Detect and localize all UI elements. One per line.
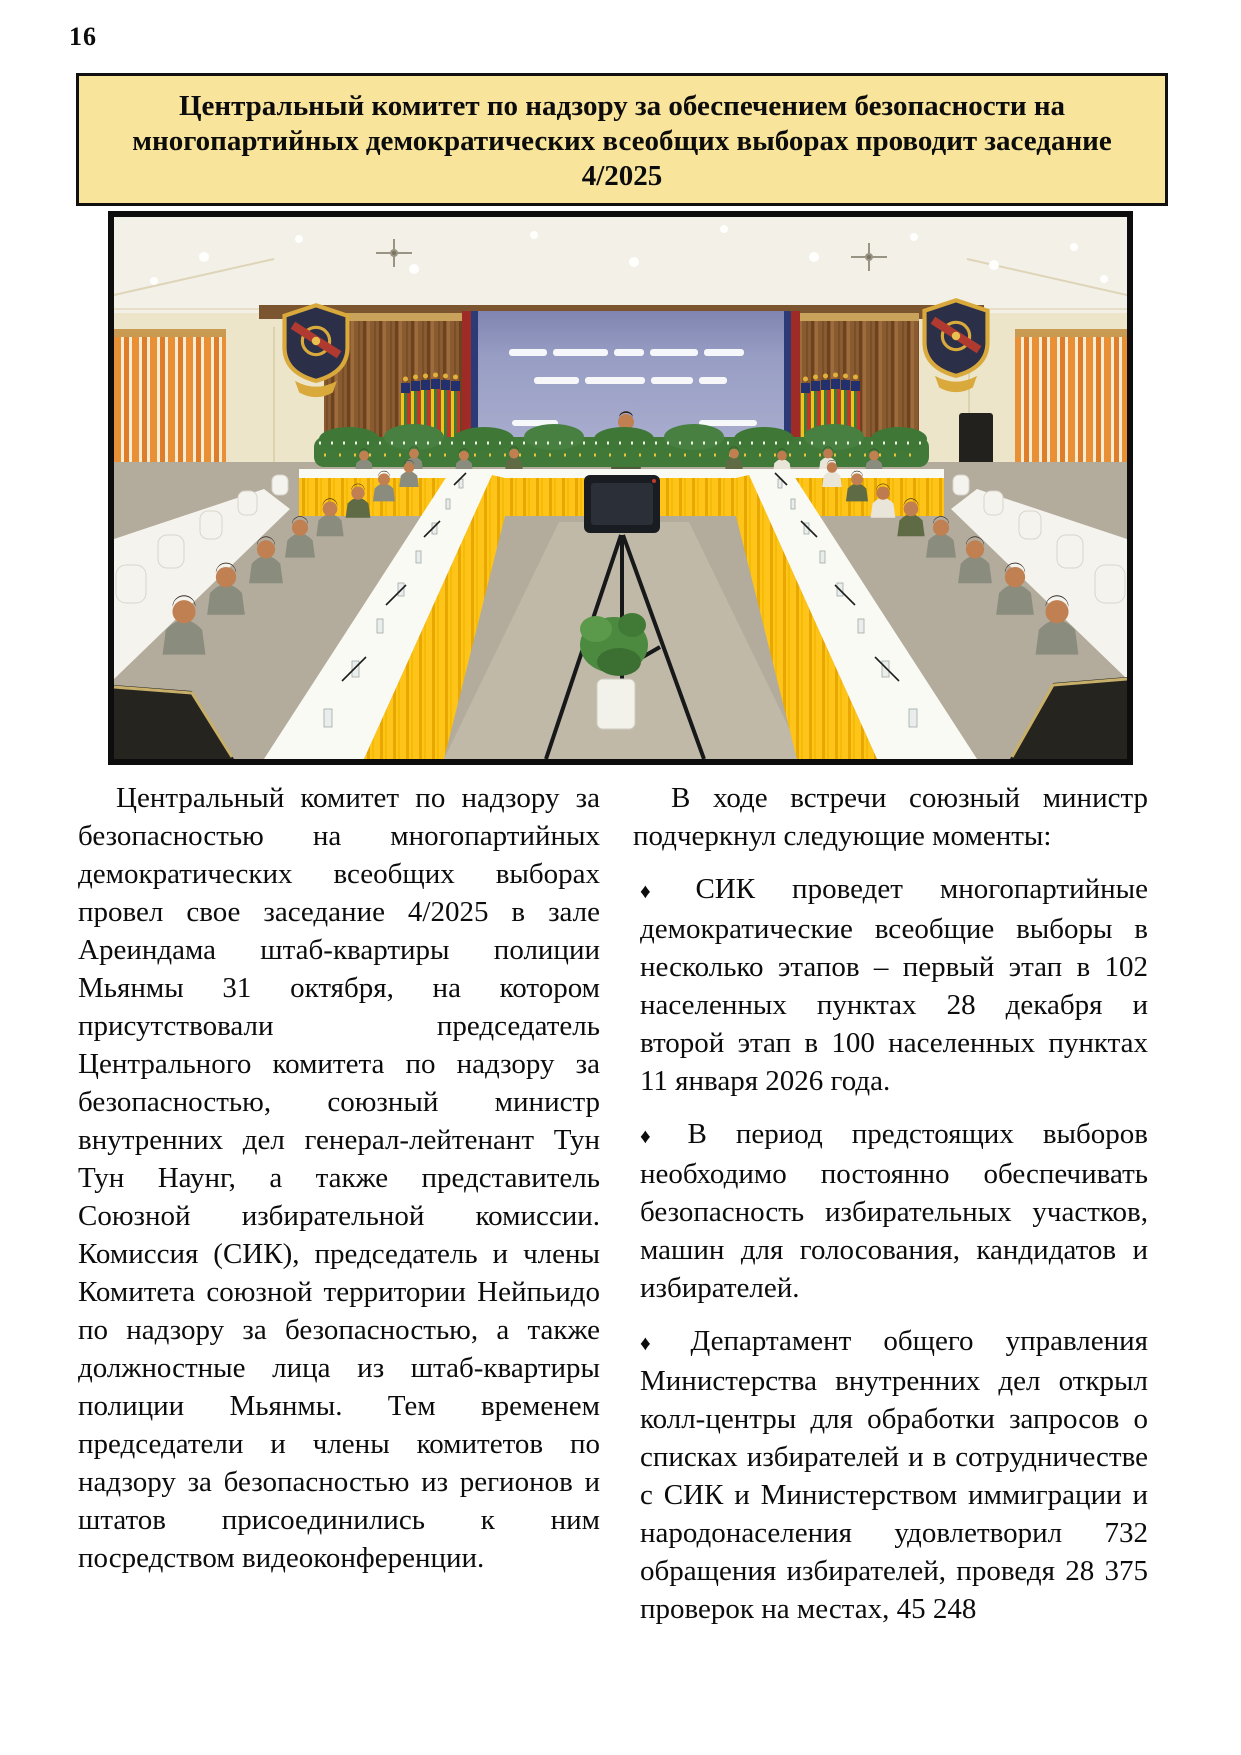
page-number: 16 [69, 22, 97, 51]
bullet-text: СИК проведет многопартийные демократические всеобщие выборы в несколько этапов – первый этап в 102 населенных пунктах 28 декабря и второй этап в 100 населенных пунктах 11 января 2026 года. [640, 873, 1149, 1097]
ceiling-graphic [114, 217, 1127, 313]
bullet-text: Департамент общего управления Министерства внутренних дел открыл колл-центры для обработки запросов о списках избирателей и в сотрудничестве с СИК и Министерством иммиграции и народонаселения удовлетворил 732 обращения избирателей, проведя 28 375 проверок на местах, 45 248 [640, 1325, 1148, 1625]
article-header-box [76, 73, 1168, 206]
bullet-item [640, 1322, 1148, 1628]
flower-hedge-graphic [314, 424, 929, 467]
article-right-column [633, 779, 1148, 1628]
intro-paragraph: В ходе встречи союзный министр подчеркнул следующие моменты: [633, 782, 1148, 852]
article-left-column [78, 779, 600, 1577]
bullet-marker-icon: ♦ [640, 1331, 676, 1355]
meeting-photo-graphic [114, 217, 1127, 759]
bullet-item [640, 1115, 1148, 1307]
bullet-marker-icon: ♦ [640, 1124, 673, 1148]
body-paragraph: Центральный комитет по надзору за безопасностью на многопартийных демократических всеобщих выборах провел свое заседание 4/2025 в зале Ареиндама штаб-квартиры полиции Мьянмы 31 октября, на котором присутствовали председатель Центрального комитета по надзору за безопасностью, союзный министр внутренних дел генерал-лейтенант Тун Тун Наунг, а также представитель Союзной избирательной комиссии. Комиссия (СИК), председатель и члены Комитета союзной территории Нейпьидо по надзору за безопасностью, а также должностные лица из штаб-квартиры полиции Мьянмы. Тем временем председатели и члены комитетов по надзору за безопасностью из регионов и штатов присоединились к ним посредством видеоконференции. [78, 782, 600, 1574]
bullet-list [633, 870, 1148, 1628]
bullet-text: В период предстоящих выборов необходимо постоянно обеспечивать безопасность избирательных участков, машин для голосования, кандидатов и избирателей. [640, 1118, 1148, 1304]
bullet-marker-icon: ♦ [640, 879, 681, 903]
meeting-photo [108, 211, 1133, 765]
bullet-item [640, 870, 1148, 1100]
article-title: Центральный комитет по надзору за обеспечением безопасности на многопартийных демократических всеобщих выборах проводит заседание 4/2025 [132, 90, 1112, 192]
